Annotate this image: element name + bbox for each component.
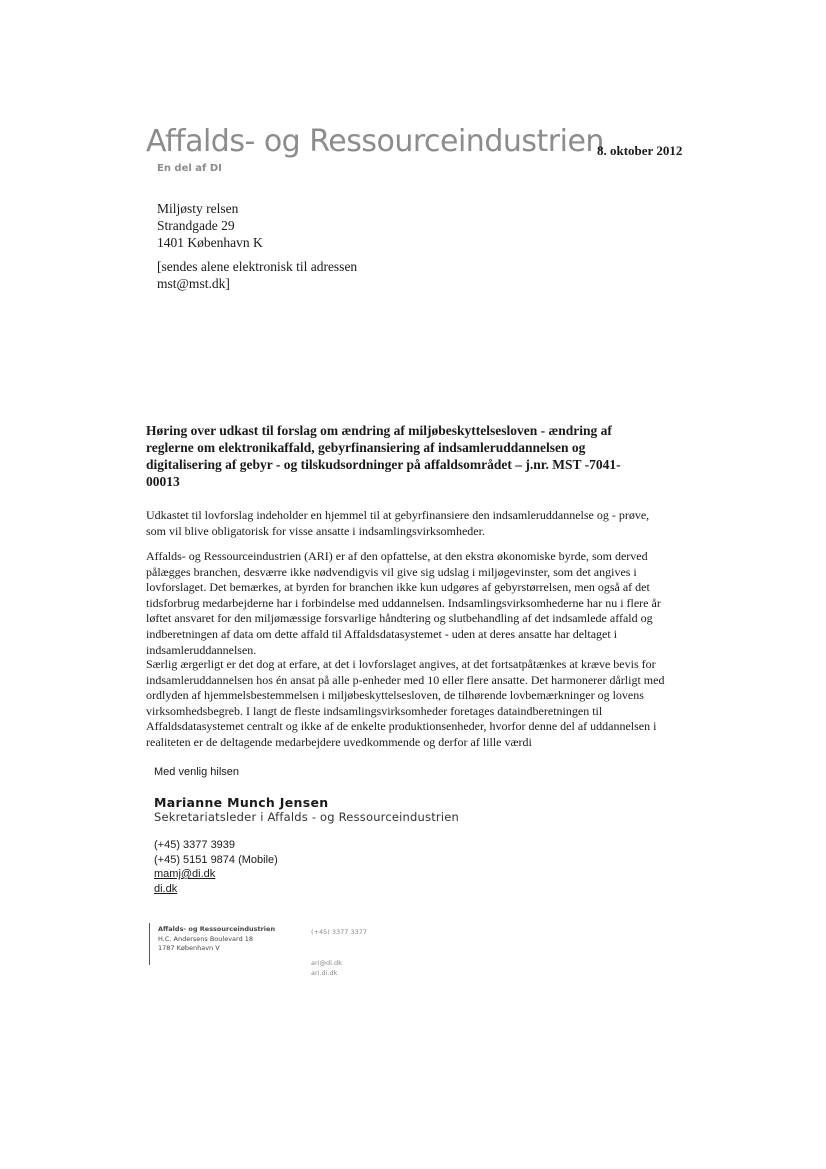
paragraph-line: pålægges branchen, desværre ikke nødvendigvis vil give sig udslag i miljøgevinster, som det angives i xyxy=(146,564,637,579)
subject-line: 00013 xyxy=(146,474,180,489)
footer-phone: (+45) 3377 3377 xyxy=(311,928,368,936)
footer-street: H.C. Andersens Boulevard 18 xyxy=(158,934,254,943)
letter-subject xyxy=(146,422,676,490)
footer-divider xyxy=(149,923,150,965)
paragraph-line: realiteten er de deltagende medarbejdere uvedkommende og derfor af lille værdi xyxy=(146,734,532,749)
signer-name: Marianne Munch Jensen xyxy=(154,795,329,810)
paragraph-line: Særlig ærgerligt er det dog at erfare, at det i lovforslaget angives, at det fortsatpåtænkes at kræve bevis for xyxy=(146,657,656,671)
recipient-address xyxy=(157,200,263,251)
footer-org: Affalds- og Ressourceindustrien xyxy=(158,925,276,933)
footer-email: ari@di.dk xyxy=(311,959,342,967)
body-paragraph-1 xyxy=(146,508,676,539)
paragraph-line: Affalds- og Ressourceindustrien (ARI) er af den opfattelse, at den ekstra økonomiske byrde, som derved xyxy=(146,549,648,563)
body-paragraph-3 xyxy=(146,657,676,751)
address-line: Miljøsty relsen xyxy=(157,201,239,216)
paragraph-line: tidsforbrug medarbejderne har i forbindelse med uddannelsen. Indsamlingsvirksomhederne har nu i flere år xyxy=(146,595,661,610)
email-link[interactable]: mamj@di.dk xyxy=(154,868,216,880)
phone-number: (+45) 3377 3939 xyxy=(154,839,236,851)
logo-subtitle: En del af DI xyxy=(157,163,222,174)
paragraph-line: Affaldsdatasystemet centralt og ikke af de enkelte produktionsenheder, hvorfor denne del af uddannelsen i xyxy=(146,719,657,734)
website-link[interactable]: di.dk xyxy=(154,882,178,895)
letter-date: 8. oktober 2012 xyxy=(597,143,683,158)
paragraph-line: løftet ansvaret for den miljømæssige forsvarlige håndtering og slutbehandling af det indsamlede affald og xyxy=(146,611,653,626)
note-line: [sendes alene elektronisk til adressen xyxy=(157,259,358,274)
paragraph-line: ordlyden af hjemmelsbestemmelsen i miljøbeskyttelsesloven, de tilhørende lovbemærkninger og lovens xyxy=(146,688,644,703)
subject-line: reglerne om elektronikaffald, gebyrfinansiering af indsamleruddannelsen og xyxy=(146,440,586,455)
paragraph-line: indberetningen af data om dette affald til Affaldsdatasystemet - uden at deres ansatte har deltaget i xyxy=(146,626,618,641)
address-line: 1401 København K xyxy=(157,235,263,250)
paragraph-line: indsamleruddannelsen hos én ansat på alle p-enheder med 10 eller flere ansatte. Det harmonerer dårligt med xyxy=(146,672,665,687)
subject-line: Høring over udkast til forslag om ændring af miljøbeskyttelsesloven - ændring af xyxy=(146,423,612,438)
paragraph-line: Udkastet til lovforslag indeholder en hjemmel til at gebyrfinansiere den indsamleruddannelse og - prøve, xyxy=(146,508,650,522)
footer-web xyxy=(311,959,342,978)
paragraph-line: lovforslaget. Det bemærkes, at byrden for branchen ikke kun udgøres af gebyrstørrelsen, men også af det xyxy=(146,580,650,595)
paragraph-line: indsamleruddannelsen. xyxy=(146,642,257,657)
signer-contact xyxy=(154,838,278,896)
delivery-note xyxy=(157,258,357,292)
note-line: mst@mst.dk] xyxy=(157,276,230,291)
footer-website: ari.di.dk xyxy=(311,968,338,977)
greeting: Med venlig hilsen xyxy=(154,766,239,778)
signer-role: Sekretariatsleder i Affalds - og Ressourceindustrien xyxy=(154,810,460,824)
logo-title: Affalds- og Ressourceindustrien xyxy=(146,124,604,159)
paragraph-line: som vil blive obligatorisk for visse ansatte i indsamlingsvirksomheder. xyxy=(146,523,485,538)
subject-line: digitalisering af gebyr - og tilskudsordninger på affaldsområdet – j.nr. MST -7041- xyxy=(146,457,621,472)
address-line: Strandgade 29 xyxy=(157,218,235,233)
paragraph-line: virksomhedsbegreb. I langt de fleste indsamlingsvirksomheder foretages dataindberetningen til xyxy=(146,703,603,718)
mobile-number: (+45) 5151 9874 (Mobile) xyxy=(154,853,278,866)
footer-address xyxy=(158,925,275,954)
body-paragraph-2 xyxy=(146,549,676,658)
footer-city: 1787 København V xyxy=(158,944,220,952)
